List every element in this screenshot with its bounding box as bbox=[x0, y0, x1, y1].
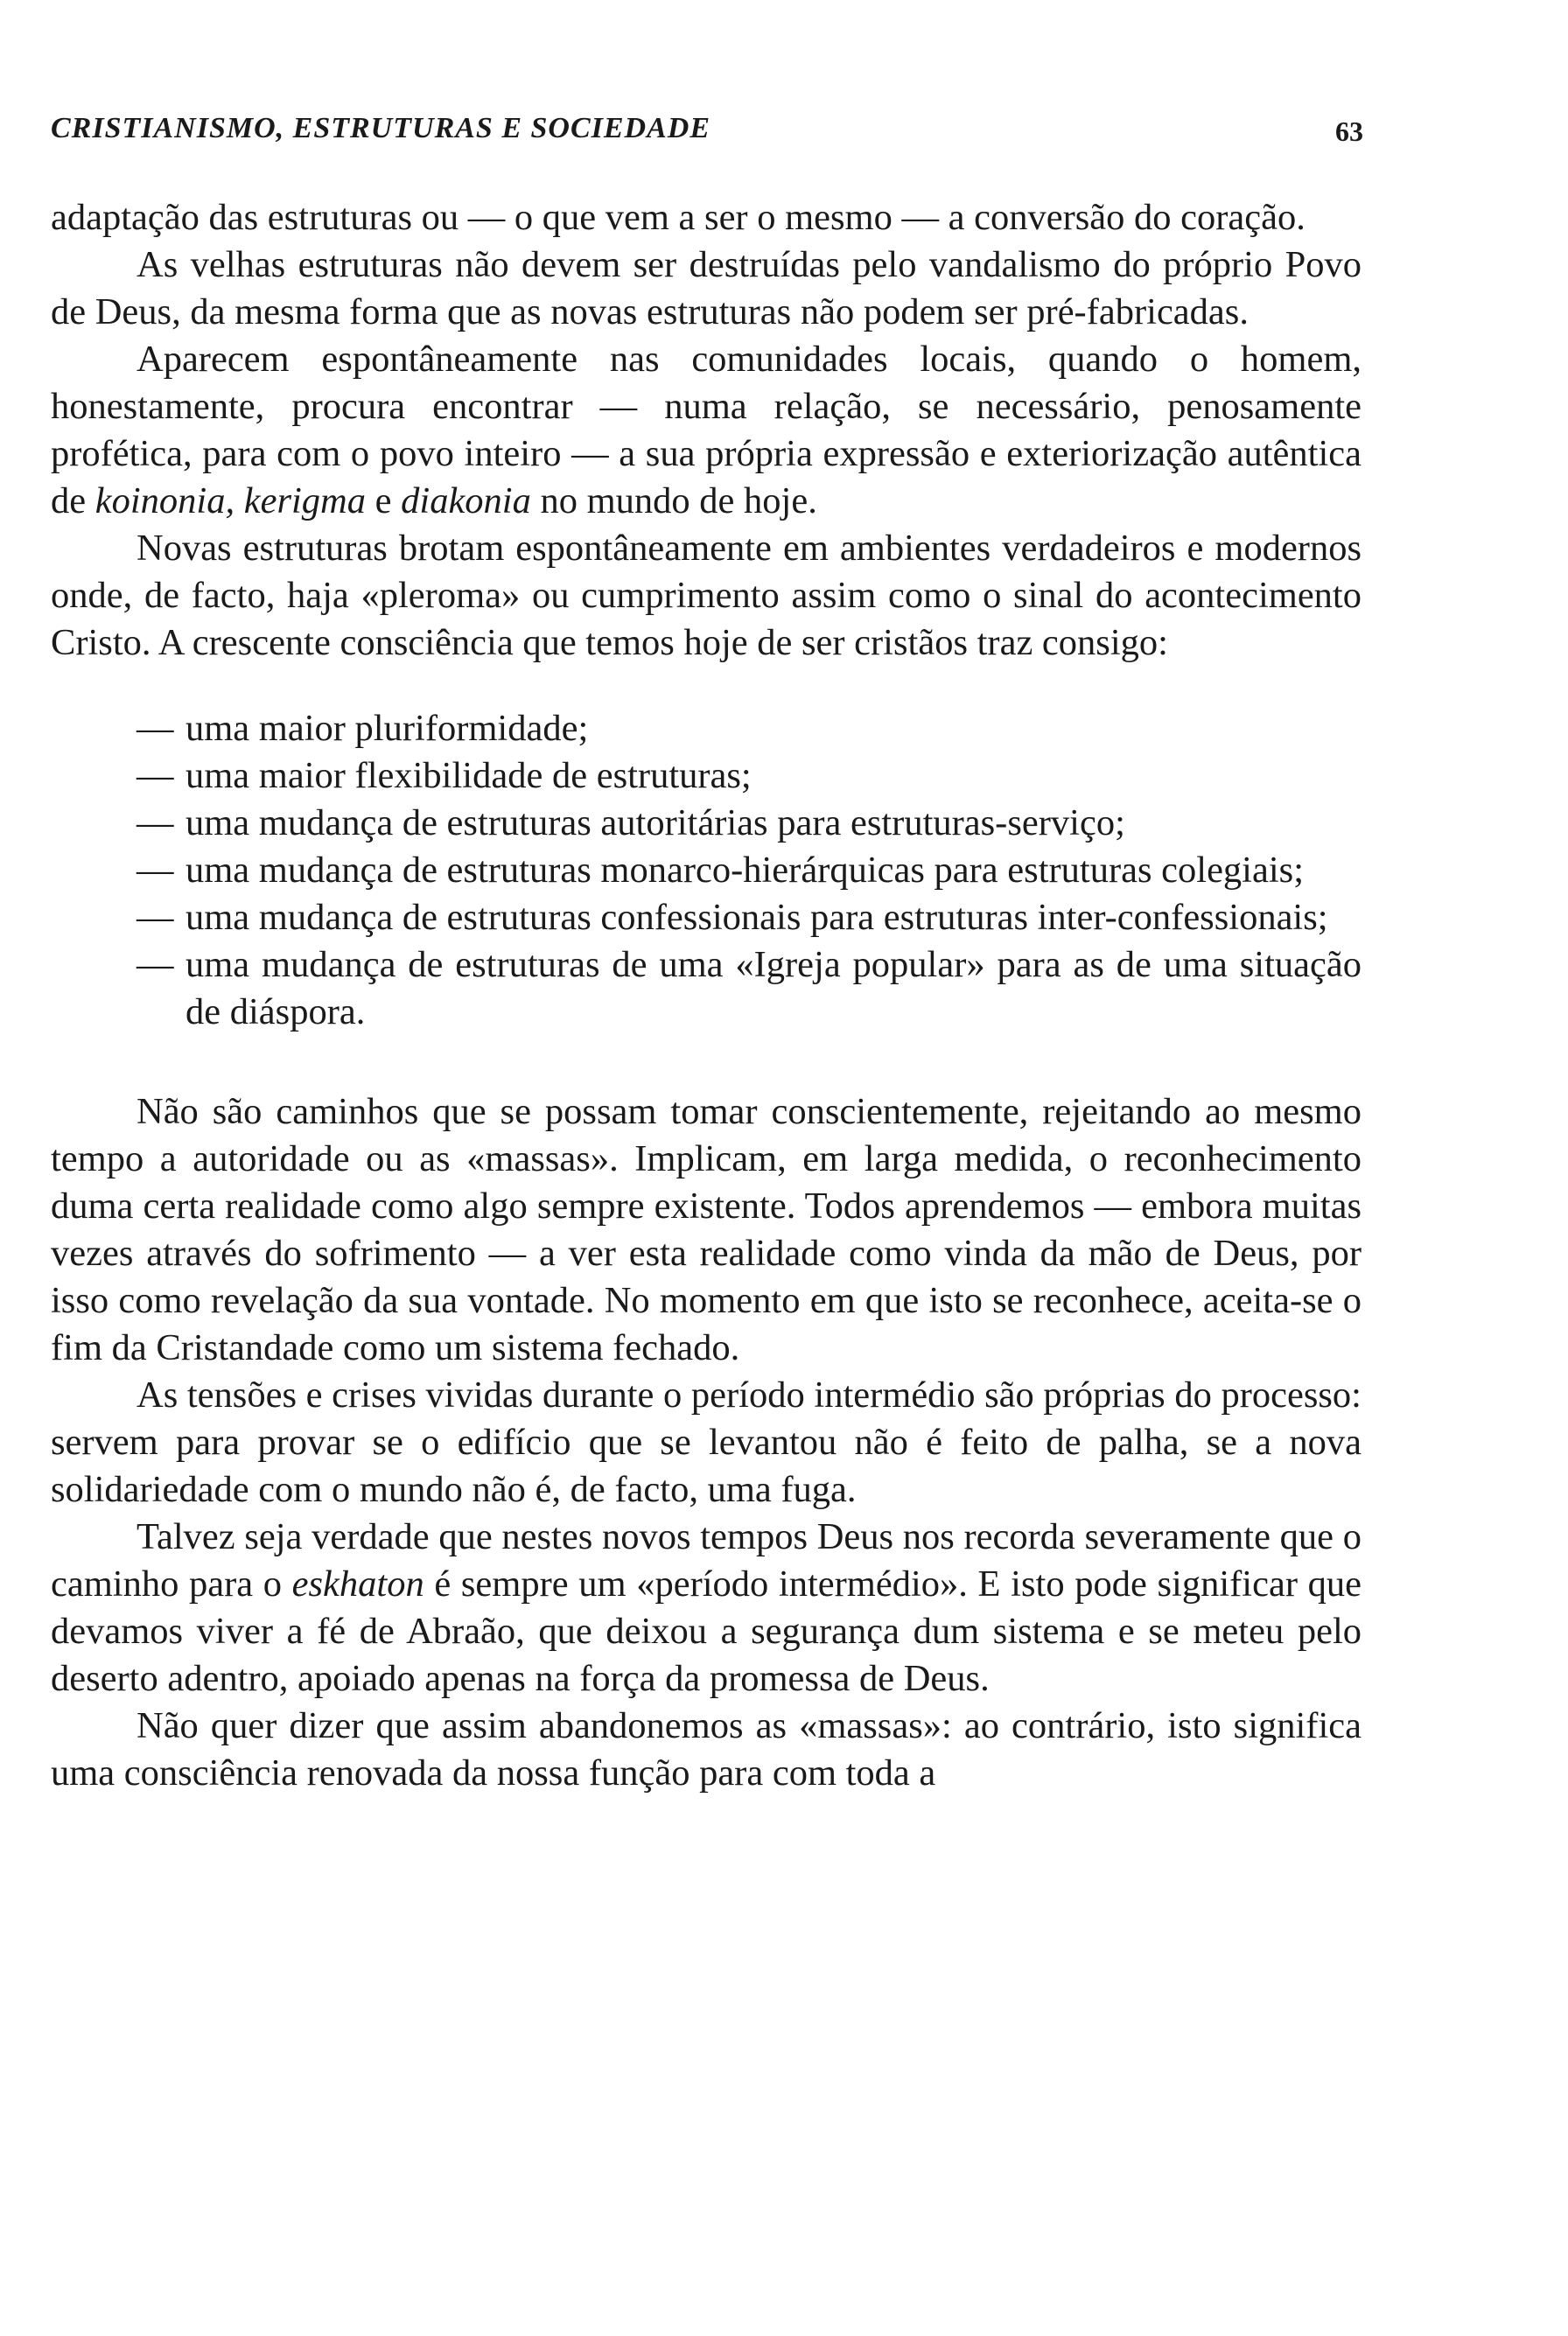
list-item bbox=[51, 800, 1362, 847]
page-number: 63 bbox=[1335, 115, 1363, 147]
list-dash: — bbox=[136, 708, 174, 749]
section-gap bbox=[51, 1036, 1362, 1088]
list-item bbox=[51, 705, 1362, 752]
list-dash: — bbox=[136, 850, 174, 891]
list-item-text: uma maior flexibilidade de estruturas; bbox=[186, 755, 752, 796]
paragraph-5: Não são caminhos que se possam tomar conscientemente, rejeitando ao mesmo tempo a autoridade ou as «massas». Implicam, em larga medida, o reconhecimento duma certa realidade como algo sempre existente. Todos aprendemos — embora muitas vezes através do sofrimento — a ver esta realidade como vinda da mão de Deus, por isso como revelação da sua vontade. No momento em que isto se reconhece, aceita-se o fim da Cristandade como um sistema fechado. bbox=[51, 1091, 1362, 1368]
paragraph-3-text-c: e bbox=[366, 480, 402, 521]
page-body bbox=[51, 194, 1362, 1797]
paragraph-1: adaptação das estruturas ou — o que vem a ser o mesmo — a conversão do coração. bbox=[51, 197, 1306, 238]
paragraph-8: Não quer dizer que assim abandonemos as «massas»: ao contrário, isto significa uma consciência renovada da nossa função para com toda a bbox=[51, 1705, 1362, 1794]
list-item-text: uma maior pluriformidade; bbox=[186, 708, 589, 749]
term-diakonia: diakonia bbox=[401, 480, 531, 521]
list-dash: — bbox=[136, 897, 174, 938]
list-item bbox=[51, 894, 1362, 941]
list-item bbox=[51, 847, 1362, 894]
paragraph-7 bbox=[51, 1514, 1362, 1703]
page-header bbox=[51, 112, 1363, 154]
term-koinonia: koinonia, bbox=[94, 480, 235, 521]
paragraph-4: Novas estruturas brotam espontâneamente em ambientes verdadeiros e modernos onde, de facto, haja «pleroma» ou cumprimento assim como o sinal do acontecimento Cristo. A crescente consciência que temos hoje de ser cristãos traz consigo: bbox=[51, 528, 1362, 663]
list-item-text: uma mudança de estruturas autoritárias para estruturas-serviço; bbox=[186, 802, 1125, 843]
paragraph-3-text-a: Aparecem espontâneamente nas comunidades locais, quando o homem, honestamente, procura encontrar — numa relação, se necessário, penosamente profética, para com o povo inteiro — a sua própria expressão e exteriorização autêntica de bbox=[51, 339, 1362, 521]
list-dash: — bbox=[136, 755, 174, 796]
paragraph-3-text-b bbox=[234, 480, 244, 521]
list-item-text: uma mudança de estruturas monarco-hierárquicas para estruturas colegiais; bbox=[186, 850, 1305, 891]
list-dash: — bbox=[136, 802, 174, 843]
paragraph-7-text-a: Talvez seja verdade que nestes novos tempos Deus nos recorda severamente que o caminho para o bbox=[51, 1516, 1362, 1605]
paragraph-3-text-d: no mundo de hoje. bbox=[530, 480, 817, 521]
paragraph-2: As velhas estruturas não devem ser destruídas pelo vandalismo do próprio Povo de Deus, da mesma forma que as novas estruturas não podem ser pré-fabricadas. bbox=[51, 244, 1362, 332]
list-dash: — bbox=[136, 944, 174, 985]
list-item-text: uma mudança de estruturas de uma «Igreja popular» para as de uma situação de diáspora. bbox=[186, 944, 1362, 1032]
paragraph-7-text-b: é sempre um «período intermédio». E isto pode significar que devamos viver a fé de Abraão, que deixou a segurança dum sistema e se meteu pelo deserto adentro, apoiado apenas na força da promessa de Deus. bbox=[51, 1563, 1362, 1699]
running-title: CRISTIANISMO, ESTRUTURAS E SOCIEDADE bbox=[51, 112, 711, 144]
paragraph-3 bbox=[51, 336, 1362, 525]
term-eskhaton: eskhaton bbox=[291, 1563, 424, 1605]
term-kerigma: kerigma bbox=[243, 480, 367, 521]
list-item bbox=[51, 752, 1362, 800]
consequences-list bbox=[51, 705, 1362, 1036]
list-item-text: uma mudança de estruturas confessionais para estruturas inter-confessionais; bbox=[186, 897, 1328, 938]
paragraph-6: As tensões e crises vividas durante o período intermédio são próprias do processo: servem para provar se o edifício que se levantou não é feito de palha, se a nova solidariedade com o mundo não é, de facto, uma fuga. bbox=[51, 1374, 1362, 1510]
list-item bbox=[51, 941, 1362, 1036]
